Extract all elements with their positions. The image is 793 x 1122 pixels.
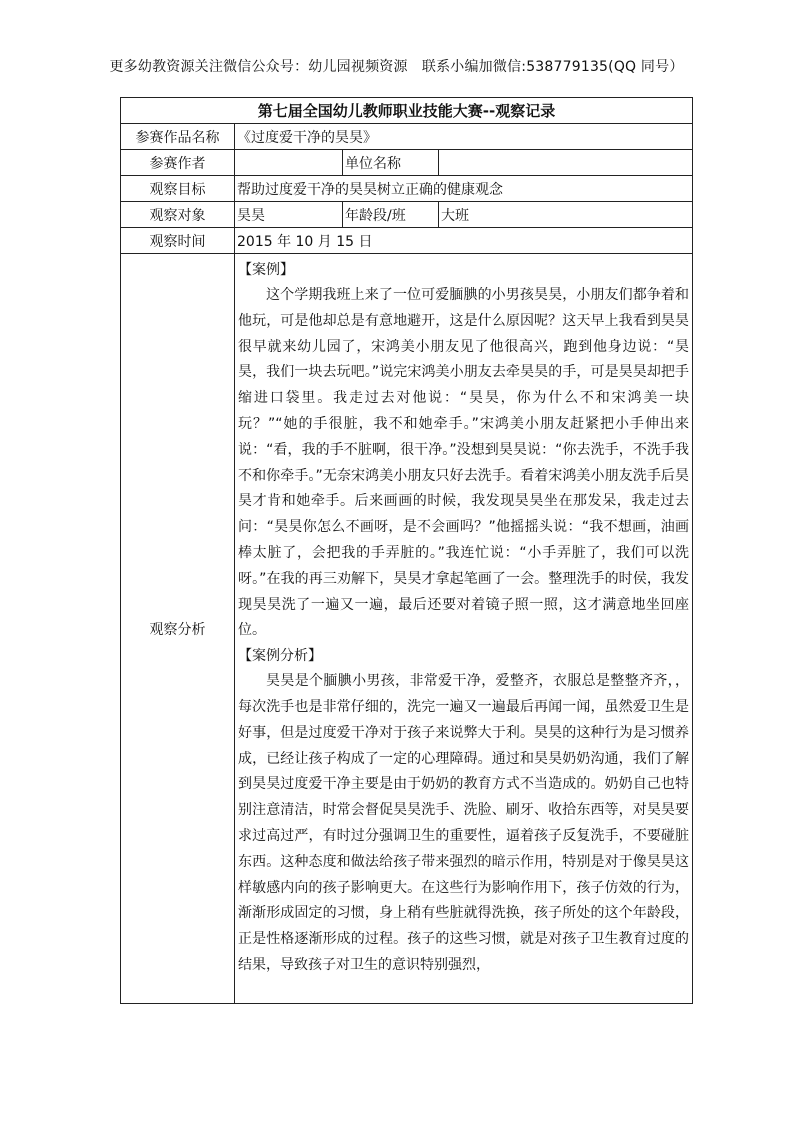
age-label: 年龄段/班	[343, 202, 439, 228]
case-analysis-title: 【案例分析】	[238, 648, 322, 665]
analysis-content	[235, 254, 693, 1004]
author-label: 参赛作者	[121, 150, 235, 176]
analysis-row	[121, 254, 693, 1004]
case-text: 这个学期我班上来了一位可爱腼腆的小男孩昊昊，小朋友们都争着和他玩，可是他却总是有意地避开，这是什么原因呢？这天早上我看到昊昊很早就来幼儿园了，宋鸿美小朋友见了他很高兴，跑到他身边说：“昊昊，我们一块去玩吧。”说完宋鸿美小朋友去牵昊昊的手，可是昊昊却把手缩进口袋里。我走过去对他说：“昊昊，你为什么不和宋鸿美一块玩？”“她的手很脏，我不和她牵手。”宋鸿美小朋友赶紧把小手伸出来说：“看，我的手不脏啊，很干净。”没想到昊昊说：“你去洗手，不洗手我不和你牵手。”无奈宋鸿美小朋友只好去洗手。看着宋鸿美小朋友洗手后昊昊才肯和她牵手。后来画画的时候，我发现昊昊坐在那发呆，我走过去问：“昊昊你怎么不画呀，是不会画吗？”他摇摇头说：“我不想画，油画棒太脏了，会把我的手弄脏的。”我连忙说：“小手弄脏了，我们可以洗呀。”在我的再三劝解下，昊昊才拿起笔画了一会。整理洗手的时侯，我发现昊昊洗了一遍又一遍，最后还要对着镜子照一照，这才满意地坐回座位。	[238, 287, 690, 639]
case-title: 【案例】	[238, 262, 294, 278]
goal-label: 观察目标	[121, 176, 235, 202]
work-name-row	[121, 124, 693, 150]
table-title: 第七届全国幼儿教师职业技能大赛--观察记录	[121, 98, 693, 124]
title-row	[121, 98, 693, 124]
case-analysis-text: 昊昊是个腼腆小男孩，非常爱干净，爱整齐，衣服总是整整齐齐，，每次洗手也是非常仔细的，洗完一遍又一遍最后再闻一闻，虽然爱卫生是好事，但是过度爱干净对于孩子来说弊大于利。昊昊的这种行为是习惯养成，已经让孩子构成了一定的心理障碍。通过和昊昊奶奶沟通，我们了解到昊昊过度爱干净主要是由于奶奶的教育方式不当造成的。奶奶自己也特别注意清洁，时常会督促昊昊洗手、洗脸、刷牙、收拾东西等，对昊昊要求过高过严，有时过分强调卫生的重要性，逼着孩子反复洗手，不要碰脏东西。这种态度和做法给孩子带来强烈的暗示作用，特别是对于像昊昊这样敏感内向的孩子影响更大。在这些行为影响作用下，孩子仿效的行为，渐渐形成固定的习惯，身上稍有些脏就得洗换，孩子所处的这个年龄段，正是性格逐渐形成的过程。孩子的这些习惯，就是对孩子卫生教育过度的结果，导致孩子对卫生的意识特别强烈，	[238, 673, 690, 973]
work-name-label: 参赛作品名称	[121, 124, 235, 150]
goal-row	[121, 176, 693, 202]
goal-value: 帮助过度爱干净的昊昊树立正确的健康观念	[235, 176, 693, 202]
time-row	[121, 228, 693, 254]
subject-value: 昊昊	[235, 202, 343, 228]
author-row	[121, 150, 693, 176]
subject-row	[121, 202, 693, 228]
subject-label: 观察对象	[121, 202, 235, 228]
header-note: 更多幼教资源关注微信公众号：幼儿园视频资源 联系小编加微信:538779135(QQ 同号）	[109, 59, 684, 75]
author-value	[235, 150, 343, 176]
unit-value	[439, 150, 693, 176]
observation-record-table	[120, 97, 693, 1004]
time-value: 2015 年 10 月 15 日	[235, 228, 693, 254]
unit-label: 单位名称	[343, 150, 439, 176]
time-label: 观察时间	[121, 228, 235, 254]
age-value: 大班	[439, 202, 693, 228]
work-name-value: 《过度爱干净的昊昊》	[235, 124, 693, 150]
analysis-label: 观察分析	[121, 254, 235, 1004]
